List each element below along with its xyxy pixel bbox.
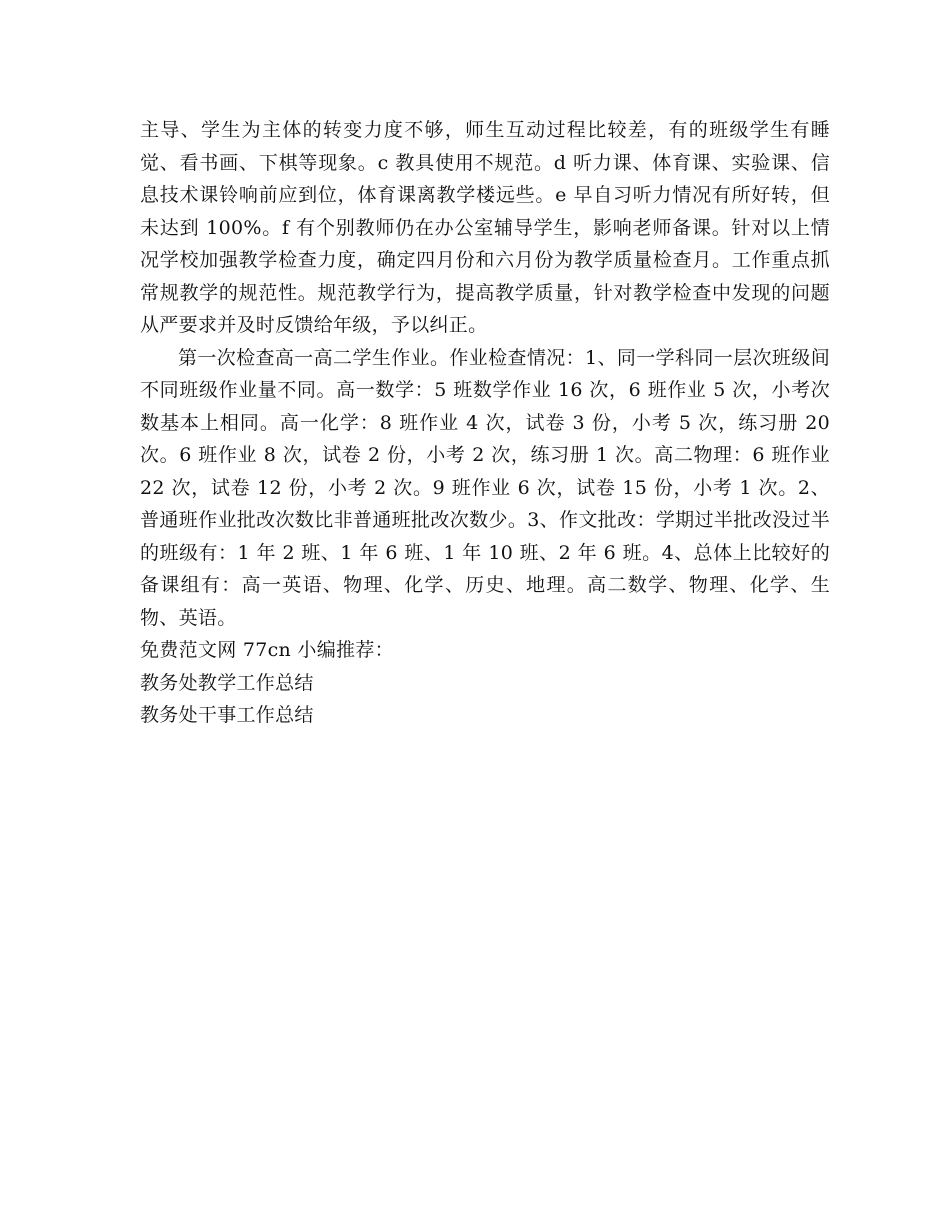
recommended-article-link[interactable]: 教务处教学工作总结: [140, 671, 314, 694]
recommend-label: 免费范文网 77cn 小编推荐：: [140, 639, 394, 661]
body-paragraph: 主导、学生为主体的转变力度不够，师生互动过程比较差，有的班级学生有睡觉、看书画、下棋等现象。c 教具使用不规范。d 听力课、体育课、实验课、信息技术课铃响前应到位，体育课离教学楼远些。e 早自习听力情况有所好转，但未达到 100%。f 有个别教师仍在办公室辅导学生，影响老师备课。针对以上情况学校加强教学检查力度，确定四月份和六月份为教学质量检查月。工作重点抓常规教学的规范性。规范教学行为，提高教学质量，针对教学检查中发现的问题从严要求并及时反馈给年级，予以纠正。: [140, 119, 830, 336]
body-paragraph: 第一次检查高一高二学生作业。作业检查情况：1、同一学科同一层次班级间不同班级作业量不同。高一数学：5 班数学作业 16 次，6 班作业 5 次，小考次数基本上相同。高一化学：8 班作业 4 次，试卷 3 份，小考 5 次，练习册 20 次。6 班作业 8 次，试卷 2 份，小考 2 次，练习册 1 次。高二物理：6 班作业 22 次，试卷 12 份，小考 2 次。9 班作业 6 次，试卷 15 份，小考 1 次。2、普通班作业批改次数比非普通班批改次数少。3、作文批改：学期过半批改没过半的班级有：1 年 2 班、1 年 6 班、1 年 10 班、2 年 6 班。4、总体上比较好的备课组有：高一英语、物理、化学、历史、地理。高二数学、物理、化学、生物、英语。: [140, 346, 830, 629]
document-body: [140, 114, 830, 732]
recommended-article-link[interactable]: 教务处干事工作总结: [140, 704, 314, 726]
